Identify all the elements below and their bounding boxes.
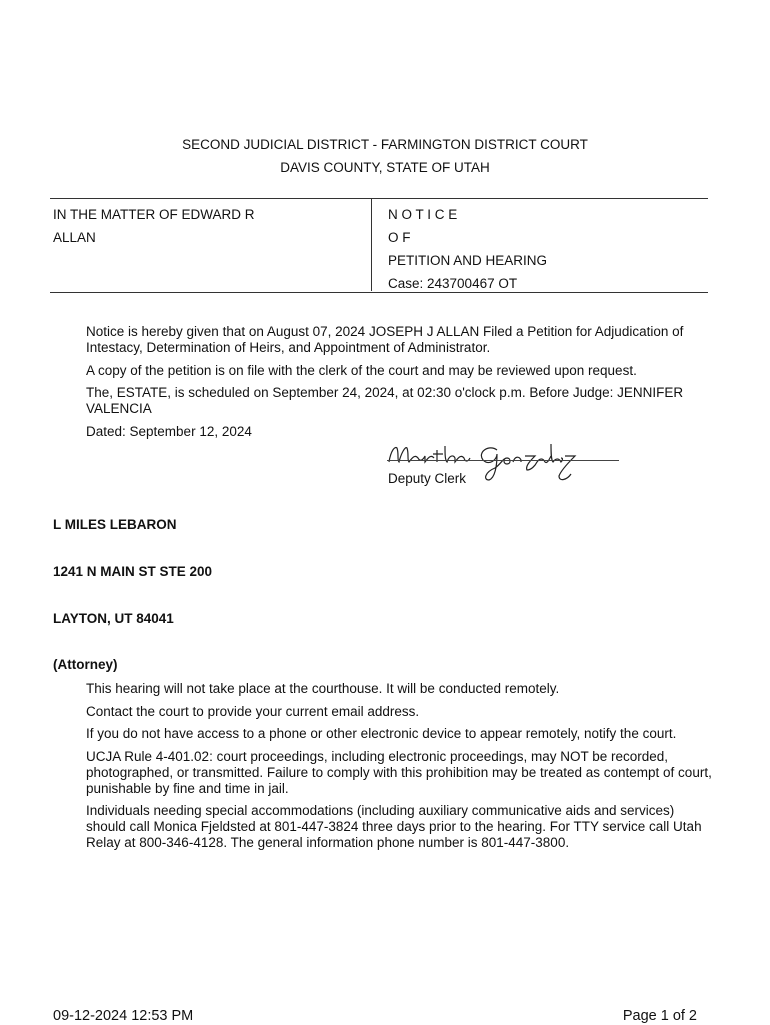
notice-paragraph-hearing: The, ESTATE, is scheduled on September 24, 2024, at 02:30 o'clock p.m. Before Judge: JENNIFER VALENCIA bbox=[86, 385, 684, 416]
remote-paragraph-3: If you do not have access to a phone or other electronic device to appear remotely, notify the court. bbox=[86, 726, 677, 741]
recording-rule: UCJA Rule 4-401.02: court proceedings, including electronic proceedings, may NOT be recorded, photographed, or transmitted. Failure to comply with this prohibition may be treated as contempt of court, punishable by fine and time in jail. bbox=[86, 748, 712, 796]
case-number: Case: 243700467 OT bbox=[388, 276, 518, 291]
attorney-street: 1241 N MAIN ST STE 200 bbox=[53, 564, 213, 579]
notice-paragraph-copy: A copy of the petition is on file with the clerk of the court and may be reviewed upon request. bbox=[86, 362, 637, 378]
caption-notice-line1: N O T I C E bbox=[388, 207, 458, 222]
notice-body bbox=[86, 324, 716, 446]
remote-paragraph-1: This hearing will not take place at the courthouse. It will be conducted remotely. bbox=[86, 681, 560, 696]
attorney-city: LAYTON, UT 84041 bbox=[53, 611, 174, 626]
notice-paragraph-filing: Notice is hereby given that on August 07, 2024 JOSEPH J ALLAN Filed a Petition for Adjudication of Intestacy, Determination of Heirs, and Appointment of Administrator. bbox=[86, 324, 684, 355]
footer-timestamp: 09-12-2024 12:53 PM bbox=[53, 1008, 194, 1024]
notice-dated: Dated: September 12, 2024 bbox=[86, 423, 252, 439]
accommodations-info: Individuals needing special accommodations (including auxiliary communicative aids and services) should call Monica Fjeldsted at 801-447-3824 three days prior to the hearing. For TTY service call Utah Relay at 800-346-4128. The general information phone number is 801-447-3800. bbox=[86, 803, 702, 850]
caption-notice-line3: PETITION AND HEARING bbox=[388, 253, 548, 268]
caption-matter-line1: IN THE MATTER OF EDWARD R bbox=[53, 207, 255, 222]
clerk-title: Deputy Clerk bbox=[388, 471, 467, 486]
remote-paragraph-2: Contact the court to provide your current email address. bbox=[86, 703, 420, 719]
court-county: DAVIS COUNTY, STATE OF UTAH bbox=[280, 160, 490, 175]
court-name: SECOND JUDICIAL DISTRICT - FARMINGTON DISTRICT COURT bbox=[182, 137, 588, 152]
signature-line bbox=[387, 460, 619, 461]
caption-matter-line2: ALLAN bbox=[53, 230, 96, 245]
caption-divider bbox=[371, 199, 372, 291]
remote-hearing-info bbox=[86, 681, 716, 858]
caption-notice-title bbox=[388, 207, 706, 299]
case-caption bbox=[50, 198, 708, 293]
attorney-name: L MILES LEBARON bbox=[53, 517, 177, 532]
court-header bbox=[0, 137, 770, 183]
caption-notice-line2: O F bbox=[388, 230, 411, 245]
page-number: Page 1 of 2 bbox=[622, 1008, 697, 1024]
attorney-role: (Attorney) bbox=[53, 657, 118, 672]
caption-matter bbox=[53, 207, 353, 253]
